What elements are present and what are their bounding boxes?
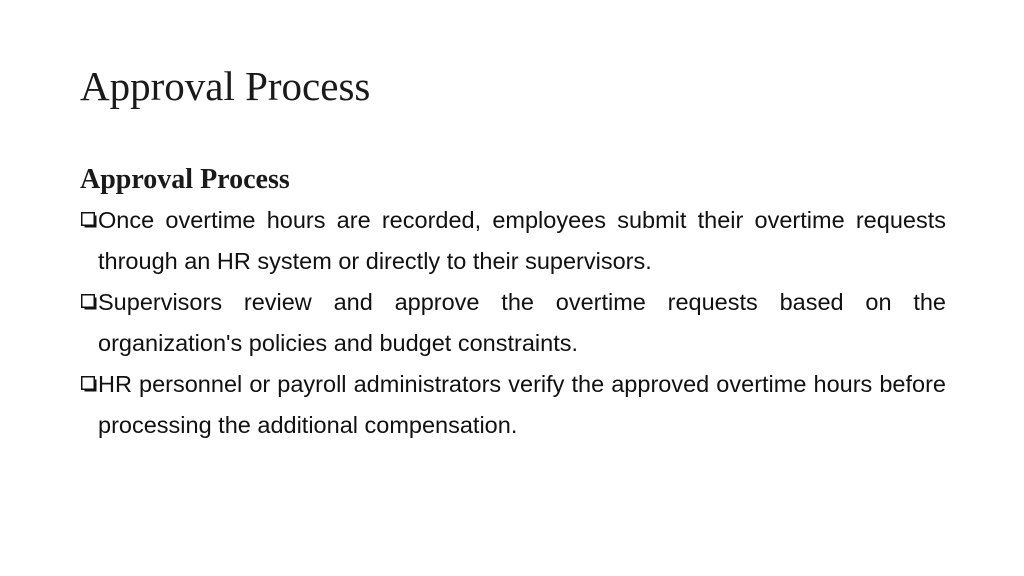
section-heading: Approval Process bbox=[80, 164, 290, 195]
bullet-text: Supervisors review and approve the overtime requests based on the organization's policies and budget constraints. bbox=[98, 289, 946, 356]
bullet-item-hr-verify bbox=[80, 364, 946, 446]
checkbox-square-icon bbox=[81, 294, 97, 310]
bullet-text: Once overtime hours are recorded, employees submit their overtime requests through an HR system or directly to their supervisors. bbox=[98, 207, 946, 274]
bullet-text: HR personnel or payroll administrators verify the approved overtime hours before processing the additional compensation. bbox=[98, 371, 946, 438]
bullet-list bbox=[80, 200, 946, 446]
slide-title: Approval Process bbox=[80, 63, 371, 109]
checkbox-square-icon bbox=[81, 376, 97, 392]
bullet-item-supervisor-review bbox=[80, 282, 946, 364]
checkbox-square-icon bbox=[81, 212, 97, 228]
slide-content bbox=[80, 160, 946, 446]
bullet-item-submit-requests bbox=[80, 200, 946, 282]
